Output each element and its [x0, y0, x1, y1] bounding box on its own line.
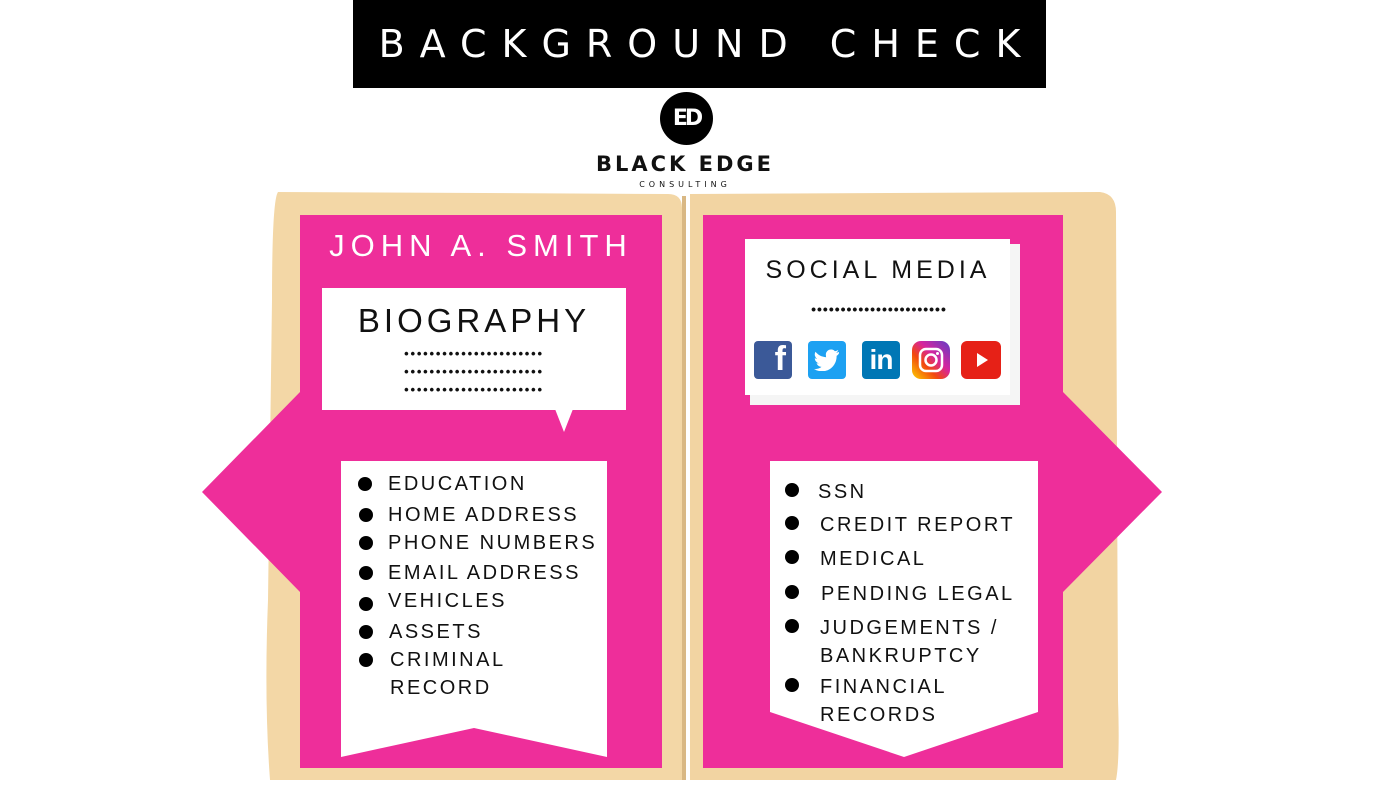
bullet-icon [359, 653, 373, 667]
subject-name: JOHN A. SMITH [329, 228, 633, 263]
logo-name: BLACK EDGE [596, 152, 774, 176]
bullet-icon [359, 597, 373, 611]
instagram-icon[interactable] [912, 341, 950, 379]
logo-mark: ED [660, 92, 713, 145]
bullet-icon [785, 678, 799, 692]
bullet-icon [785, 516, 799, 530]
bullet-icon [785, 550, 799, 564]
bullet-icon [359, 508, 373, 522]
header-bar [353, 0, 1046, 88]
twitter-icon[interactable] [808, 341, 846, 379]
social-media-dots: ••••••••••••••••••••••• [811, 301, 947, 317]
page-title: BACKGROUND CHECK [378, 22, 1036, 66]
biography-dots: •••••••••••••••••••••• •••••••••••••••••••••• •••••••••••••••••••••• [404, 346, 544, 397]
bullet-icon [359, 566, 373, 580]
logo-tagline: CONSULTING [639, 180, 731, 189]
bullet-icon [359, 536, 373, 550]
bullet-icon [358, 477, 372, 491]
social-media-title: SOCIAL MEDIA [765, 256, 991, 284]
bullet-icon [359, 625, 373, 639]
biography-title: BIOGRAPHY [357, 302, 591, 339]
linkedin-icon[interactable]: in [862, 341, 900, 379]
bullet-icon [785, 619, 799, 633]
youtube-icon[interactable] [961, 341, 1001, 379]
bullet-icon [785, 585, 799, 599]
facebook-icon[interactable]: f [754, 341, 792, 379]
bullet-icon [785, 483, 799, 497]
